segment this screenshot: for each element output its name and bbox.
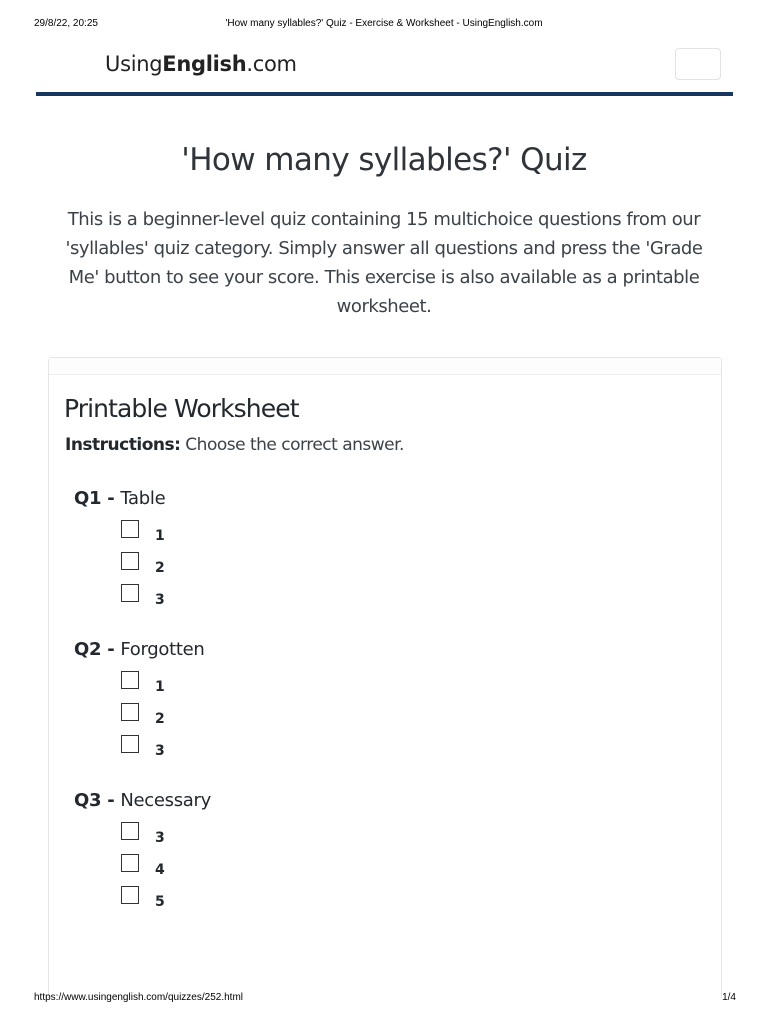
option-label: 4 [155,862,165,878]
print-date: 29/8/22, 20:25 [34,18,98,29]
option-list [74,671,694,767]
question-heading [74,488,694,512]
worksheet-card [48,357,722,998]
option-label: 3 [155,592,165,608]
print-page-number: 1/4 [722,992,736,1003]
question-3 [74,790,694,918]
option-label: 3 [155,743,165,759]
checkbox[interactable] [121,822,139,840]
site-header [36,40,733,96]
checkbox[interactable] [121,886,139,904]
option-list [74,822,694,918]
option-list [74,520,694,616]
checkbox[interactable] [121,703,139,721]
menu-toggle-button[interactable] [675,48,721,80]
question-number: Q3 [74,790,102,811]
checkbox[interactable] [121,520,139,538]
worksheet-title: Printable Worksheet [64,394,299,423]
option [74,703,694,735]
question-separator: - [101,790,121,811]
page-title: 'How many syllables?' Quiz [181,142,587,178]
checkbox[interactable] [121,854,139,872]
print-document-title: 'How many syllables?' Quiz - Exercise & Worksheet - UsingEnglish.com [225,18,543,29]
option [74,671,694,703]
question-word: Table [120,488,166,509]
checkbox[interactable] [121,735,139,753]
print-header [0,18,768,32]
logo-bold: English [162,52,247,76]
instructions-text: Choose the correct answer. [185,435,404,455]
question-number: Q1 [74,488,102,509]
print-url: https://www.usingenglish.com/quizzes/252.html [34,992,243,1003]
option [74,584,694,616]
option-label: 1 [155,679,165,695]
checkbox[interactable] [121,671,139,689]
intro-text: This is a beginner-level quiz containing 15 multichoice questions from our 'syllables' quiz category. Simply answer all questions and press the 'Grade Me' button to see your score. This exercise is also available as a printable worksheet. [65,209,703,317]
instructions [65,435,404,455]
question-separator: - [101,639,121,660]
option [74,822,694,854]
question-heading [74,639,694,663]
logo-prefix: Using [105,52,163,76]
logo-suffix: .com [246,52,297,76]
option-label: 1 [155,528,165,544]
option-label: 2 [155,560,165,576]
option [74,520,694,552]
question-1 [74,488,694,616]
option [74,886,694,918]
instructions-label: Instructions: [65,435,181,455]
option [74,735,694,767]
option-label: 3 [155,830,165,846]
question-2 [74,639,694,767]
question-word: Forgotten [120,639,205,660]
option-label: 5 [155,894,165,910]
question-word: Necessary [120,790,211,811]
question-heading [74,790,694,814]
option [74,552,694,584]
question-number: Q2 [74,639,102,660]
checkbox[interactable] [121,584,139,602]
option-label: 2 [155,711,165,727]
site-logo[interactable] [105,52,297,76]
checkbox[interactable] [121,552,139,570]
question-separator: - [101,488,121,509]
card-header-strip [49,358,721,375]
option [74,854,694,886]
